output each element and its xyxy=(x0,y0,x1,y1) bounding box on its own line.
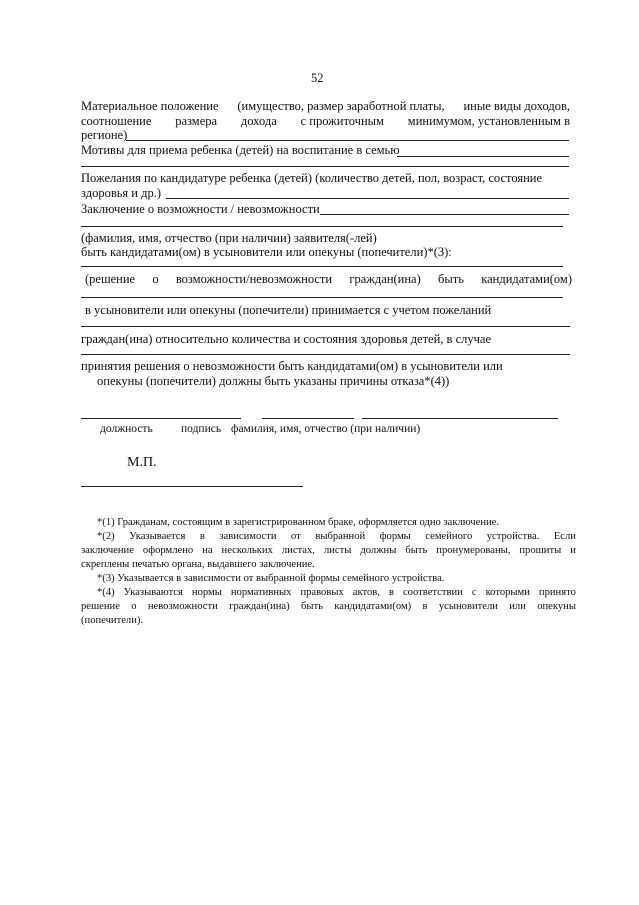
decision-fill-line-3[interactable] xyxy=(81,326,570,327)
footnote-1: *(1) Гражданам, состоящим в зарегистрированном браке, оформляется одно заключение. xyxy=(97,517,500,528)
applicant-fio-caption: (фамилия, имя, отчество (при наличии) заявителя(-лей) xyxy=(81,231,377,245)
signature-line-position[interactable] xyxy=(81,418,241,419)
footnote-separator xyxy=(81,486,303,487)
footnote-2-line-2: заключение оформлено на нескольких листах, листы должны быть пронумерованы, прошиты и xyxy=(81,545,576,556)
footnote-3: *(3) Указывается в зависимости от выбранной формы семейного устройства. xyxy=(97,573,445,584)
signature-line-sign[interactable] xyxy=(262,418,354,419)
stamp-place: М.П. xyxy=(127,455,157,470)
footnote-2-line-1: *(2) Указывается в зависимости от выбранной формы семейного устройства. Если xyxy=(97,531,576,542)
decision-line-3: граждан(ина) относительно количества и состояния здоровья детей, в случае xyxy=(81,332,491,346)
wishes-fill-line[interactable] xyxy=(166,198,569,199)
decision-fill-line-1[interactable] xyxy=(81,266,563,267)
signature-line-name[interactable] xyxy=(362,418,558,419)
footnote-2-line-3: скреплены печатью органа, выдавшего заключение. xyxy=(81,559,315,570)
decision-line-2: в усыновители или опекуны (попечители) принимается с учетом пожеланий xyxy=(85,303,492,317)
footnote-4-line-2: решение о невозможности граждан(ина) быть кандидатами(ом) в усыновители или опекуны xyxy=(81,601,576,612)
motives-fill-line[interactable] xyxy=(397,156,569,157)
decision-line-4: принятия решения о невозможности быть кандидатами(ом) в усыновители или xyxy=(81,359,503,373)
motives-fill-line-2[interactable] xyxy=(81,166,569,167)
decision-fill-line-4[interactable] xyxy=(81,354,570,355)
conclusion-fill-line-2[interactable] xyxy=(81,226,563,227)
material-line-3: регионе) xyxy=(81,128,128,142)
conclusion-fill-line[interactable] xyxy=(320,214,569,215)
decision-line-5: опекуны (попечители) должны быть указаны причины отказа*(4)) xyxy=(97,374,450,388)
wishes-line-1: Пожелания по кандидатуре ребенка (детей) (количество детей, пол, возраст, состояние xyxy=(81,171,543,185)
material-fill-line[interactable] xyxy=(126,140,569,141)
be-candidates-text: быть кандидатами(ом) в усыновители или опекуны (попечители)*(3): xyxy=(81,245,452,259)
material-line-1: Материальное положение (имущество, размер заработной платы, иные виды доходов, xyxy=(81,99,570,113)
material-line-2: соотношение размера дохода с прожиточным минимумом, установленным в xyxy=(81,114,570,128)
motives-label: Мотивы для приема ребенка (детей) на воспитание в семью xyxy=(81,143,400,157)
signature-caption-sign: подпись xyxy=(181,423,222,435)
signature-caption-name: фамилия, имя, отчество (при наличии) xyxy=(231,423,421,435)
decision-line-1: (решение о возможности/невозможности граждан(ина) быть кандидатами(ом) xyxy=(85,272,572,286)
conclusion-label: Заключение о возможности / невозможности xyxy=(81,202,320,216)
footnote-4-line-1: *(4) Указываются нормы нормативных правовых актов, в соответствии с которыми принято xyxy=(97,587,576,598)
signature-caption-position: должность xyxy=(100,423,153,435)
decision-fill-line-2[interactable] xyxy=(81,297,563,298)
footnote-4-line-3: (попечители). xyxy=(81,615,144,626)
page-number: 52 xyxy=(311,71,324,85)
wishes-line-2: здоровья и др.) xyxy=(81,186,162,200)
